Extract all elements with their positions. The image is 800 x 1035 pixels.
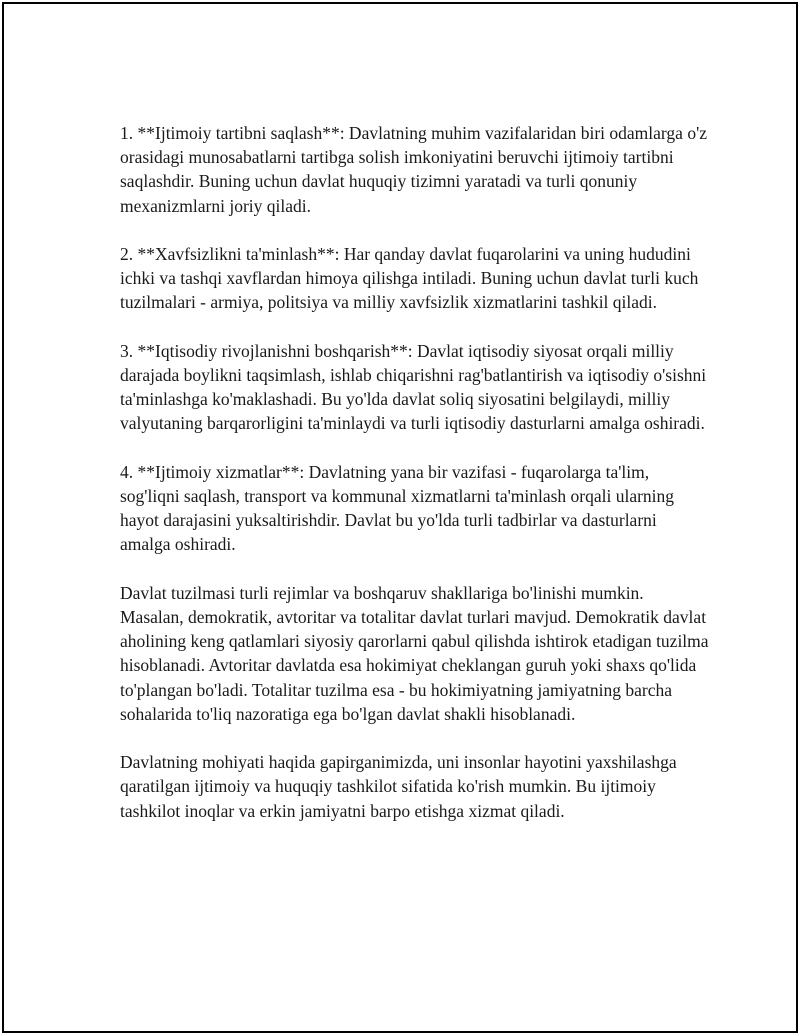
paragraph-item-4: 4. **Ijtimoiy xizmatlar**: Davlatning yana bir vazifasi - fuqarolarga ta'lim, sog'liqni saqlash, transport va kommunal xizmatlarni ta'minlash orqali ularning hayot darajasini yuksaltirishdir. Davlat bu yo'lda turli tadbirlar va dasturlarni amalga oshiradi. xyxy=(120,461,675,555)
paragraph-state-forms: Davlat tuzilmasi turli rejimlar va boshqaruv shakllariga bo'linishi mumkin. Masalan, demokratik, avtoritar va totalitar davlat turlari mavjud. Demokratik davlat aholining keng qatlamlari siyosiy qarorlarni qabul qilishda ishtirok etadigan tuzilma hisoblanadi. Avtoritar davlatda esa hokimiyat cheklangan guruh yoki shaxs qo'lida to'plangan bo'ladi. Totalitar tuzilma esa - bu hokimiyatning jamiyatning barcha sohalarida to'liq nazoratiga ega bo'lgan davlat shakli hisoblanadi. xyxy=(120,582,709,724)
paragraph-item-1: 1. **Ijtimoiy tartibni saqlash**: Davlatning muhim vazifalaridan biri odamlarga o'z orasidagi munosabatlarni tartibga solish imkoniyatini beruvchi ijtimoiy tartibni saqlashdir. Buning uchun davlat huquqiy tizimni yaratadi va turli qonuniy mexanizmlarni joriy qiladi. xyxy=(120,123,707,216)
page-frame xyxy=(2,2,798,1033)
paragraph-item-2: 2. **Xavfsizlikni ta'minlash**: Har qanday davlat fuqarolarini va uning hududini ichki va tashqi xavflardan himoya qilishga intiladi. Buning uchun davlat turli kuch tuzilmalari - armiya, politsiya va milliy xavfsizlik xizmatlarini tashkil qiladi. xyxy=(120,244,699,313)
paragraph-state-essence: Davlatning mohiyati haqida gapirganimizda, uni insonlar hayotini yaxshilashga qaratilgan ijtimoiy va huquqiy tashkilot sifatida ko'rish mumkin. Bu ijtimoiy tashkilot inoqlar va erkin jamiyatni barpo etishga xizmat qiladi. xyxy=(120,752,677,821)
document-body xyxy=(120,121,710,823)
paragraph-item-3: 3. **Iqtisodiy rivojlanishni boshqarish**: Davlat iqtisodiy siyosat orqali milliy darajada boylikni taqsimlash, ishlab chiqarishni rag'batlantirish va iqtisodiy o'sishni ta'minlashga ko'maklashadi. Bu yo'lda davlat soliq siyosatini belgilaydi, milliy valyutaning barqarorligini ta'minlaydi va turli iqtisodiy dasturlarni amalga oshiradi. xyxy=(120,340,707,434)
